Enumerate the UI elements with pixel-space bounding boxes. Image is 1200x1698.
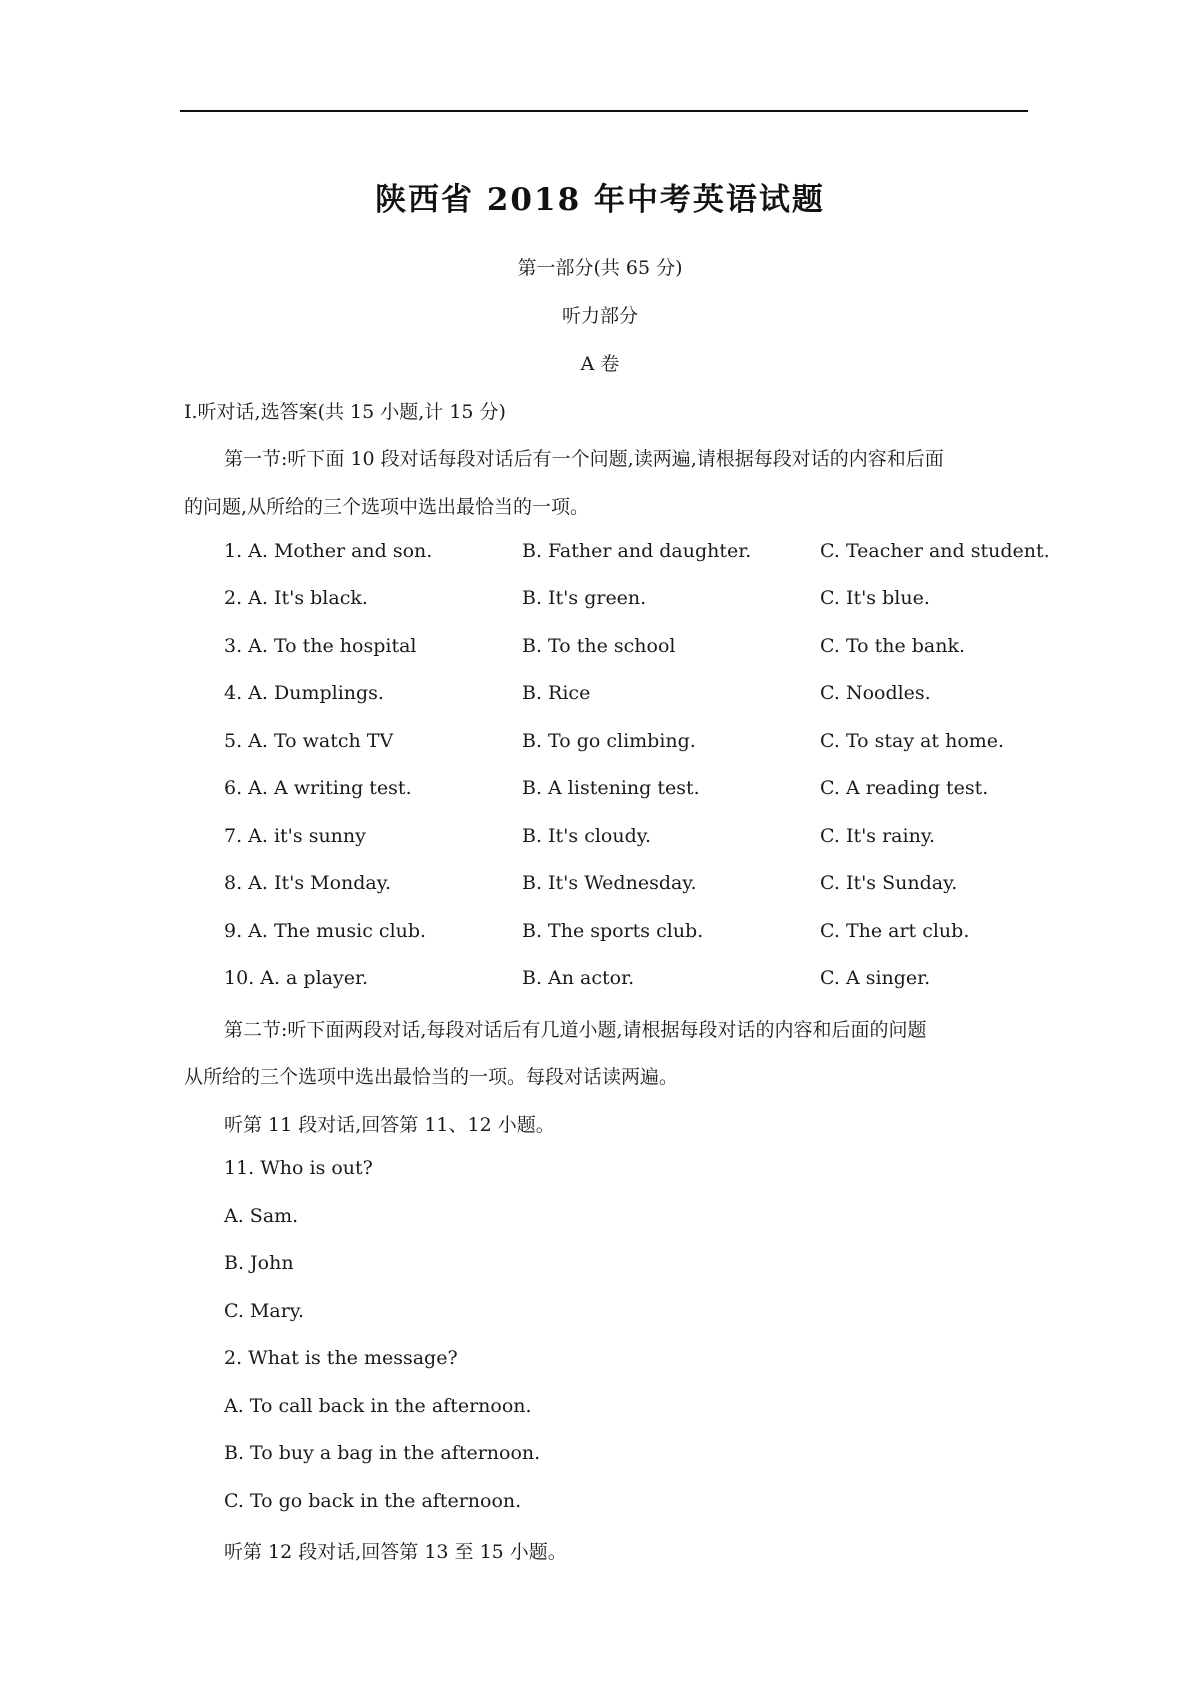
q5-option-a: 5. A. To watch TV <box>224 730 394 752</box>
q8-option-b: B. It's Wednesday. <box>522 872 697 894</box>
q11-option-b: B. John <box>224 1252 294 1274</box>
section-heading: 听力部分 <box>561 305 638 327</box>
volume-heading: A 卷 <box>580 353 620 375</box>
dialogue11-intro: 听第 11 段对话,回答第 11、12 小题。 <box>224 1114 555 1136</box>
q6-option-a: 6. A. A writing test. <box>224 777 412 799</box>
q11-option-c: C. Mary. <box>224 1300 305 1322</box>
q3-option-a: 3. A. To the hospital <box>224 635 417 657</box>
q12-question: 2. What is the message? <box>224 1347 458 1369</box>
q3-option-b: B. To the school <box>522 635 676 657</box>
q11-option-a: A. Sam. <box>224 1205 299 1227</box>
q4-option-b: B. Rice <box>522 682 591 704</box>
page-title: 陕西省 2018 年中考英语试题 <box>375 182 825 218</box>
q12-option-b: B. To buy a bag in the afternoon. <box>224 1442 541 1464</box>
section2-instruction-line2: 从所给的三个选项中选出最恰当的一项。每段对话读两遍。 <box>184 1066 679 1088</box>
q12-option-a: A. To call back in the afternoon. <box>224 1395 532 1417</box>
q6-option-c: C. A reading test. <box>820 777 989 799</box>
q7-option-b: B. It's cloudy. <box>522 825 652 847</box>
q7-option-c: C. It's rainy. <box>820 825 936 847</box>
q10-option-c: C. A singer. <box>820 967 931 989</box>
q10-option-b: B. An actor. <box>522 967 635 989</box>
q1-option-b: B. Father and daughter. <box>522 540 752 562</box>
q1-option-c: C. Teacher and student. <box>820 540 1050 562</box>
header-rule <box>180 110 1028 112</box>
section1-instruction-line1: 第一节:听下面 10 段对话每段对话后有一个问题,读两遍,请根据每段对话的内容和后面 <box>224 448 944 470</box>
q6-option-b: B. A listening test. <box>522 777 700 799</box>
part-heading: 第一部分(共 65 分) <box>517 257 683 279</box>
q2-option-a: 2. A. It's black. <box>224 587 368 609</box>
q4-option-a: 4. A. Dumplings. <box>224 682 384 704</box>
q4-option-c: C. Noodles. <box>820 682 931 704</box>
q11-question: 11. Who is out? <box>224 1157 373 1179</box>
q8-option-a: 8. A. It's Monday. <box>224 872 391 894</box>
section1-instruction-line2: 的问题,从所给的三个选项中选出最恰当的一项。 <box>184 496 590 518</box>
q7-option-a: 7. A. it's sunny <box>224 825 366 847</box>
q1-option-a: 1. A. Mother and son. <box>224 540 433 562</box>
q9-option-a: 9. A. The music club. <box>224 920 427 942</box>
q12-option-c: C. To go back in the afternoon. <box>224 1490 522 1512</box>
q2-option-b: B. It's green. <box>522 587 647 609</box>
q8-option-c: C. It's Sunday. <box>820 872 958 894</box>
q5-option-b: B. To go climbing. <box>522 730 696 752</box>
q5-option-c: C. To stay at home. <box>820 730 1005 752</box>
q10-option-a: 10. A. a player. <box>224 967 369 989</box>
section2-instruction-line1: 第二节:听下面两段对话,每段对话后有几道小题,请根据每段对话的内容和后面的问题 <box>224 1019 927 1041</box>
q9-option-c: C. The art club. <box>820 920 970 942</box>
q2-option-c: C. It's blue. <box>820 587 930 609</box>
dialogue12-intro: 听第 12 段对话,回答第 13 至 15 小题。 <box>224 1541 567 1563</box>
q9-option-b: B. The sports club. <box>522 920 704 942</box>
q3-option-c: C. To the bank. <box>820 635 966 657</box>
question-group-heading: I.听对话,选答案(共 15 小题,计 15 分) <box>184 401 506 423</box>
